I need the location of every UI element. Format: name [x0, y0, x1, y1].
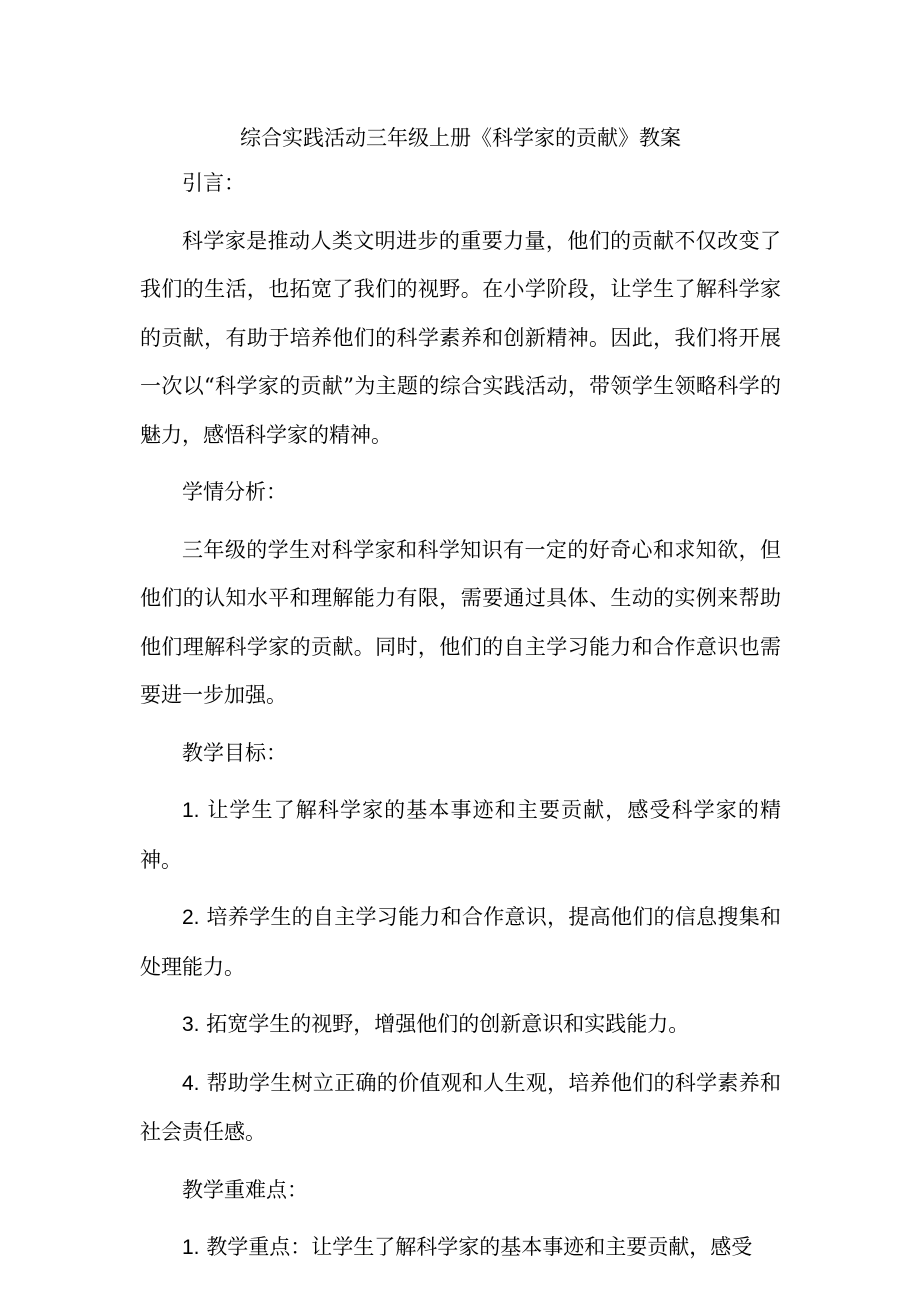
- objective-item: [140, 786, 781, 884]
- item-text: 教学重点：让学生了解科学家的基本事迹和主要贡献，感受: [206, 1235, 753, 1259]
- item-number: 1.: [182, 799, 200, 822]
- section-heading-analysis: 学情分析：: [182, 480, 287, 504]
- item-number: 3.: [182, 1013, 200, 1036]
- section-heading-intro: 引言：: [182, 171, 245, 195]
- item-number: 2.: [182, 906, 200, 929]
- objective-item: [140, 893, 781, 991]
- item-text: 拓宽学生的视野，增强他们的创新意识和实践能力。: [206, 1012, 690, 1036]
- analysis-paragraph: 三年级的学生对科学家和科学知识有一定的好奇心和求知欲，但他们的认知水平和理解能力有限，需要通过具体、生动的实例来帮助他们理解科学家的贡献。同时，他们的自主学习能力和合作意识也需要进一步加强。: [140, 537, 781, 707]
- intro-paragraph: 科学家是推动人类文明进步的重要力量，他们的贡献不仅改变了我们的生活，也拓宽了我们的视野。在小学阶段，让学生了解科学家的贡献，有助于培养他们的科学素养和创新精神。因此，我们将开展一次以“科学家的贡献”为主题的综合实践活动，带领学生领略科学的魅力，感悟科学家的精神。: [140, 228, 781, 447]
- section-heading-objectives: 教学目标：: [182, 740, 287, 765]
- objective-item: [140, 1059, 781, 1157]
- item-text: 培养学生的自主学习能力和合作意识，提高他们的信息搜集和处理能力。: [140, 905, 781, 979]
- key-point-item: [140, 1223, 781, 1273]
- item-number: 1.: [182, 1236, 200, 1259]
- section-heading-key-points: 教学重难点：: [182, 1177, 308, 1202]
- objective-item: [140, 1000, 781, 1050]
- item-number: 4.: [182, 1071, 200, 1095]
- item-text: 帮助学生树立正确的价值观和人生观，培养他们的科学素养和社会责任感。: [140, 1070, 781, 1144]
- document-title: 综合实践活动三年级上册《科学家的贡献》教案: [240, 126, 681, 150]
- document-body: [140, 117, 781, 1282]
- item-text: 让学生了解科学家的基本事迹和主要贡献，感受科学家的精神。: [140, 798, 781, 872]
